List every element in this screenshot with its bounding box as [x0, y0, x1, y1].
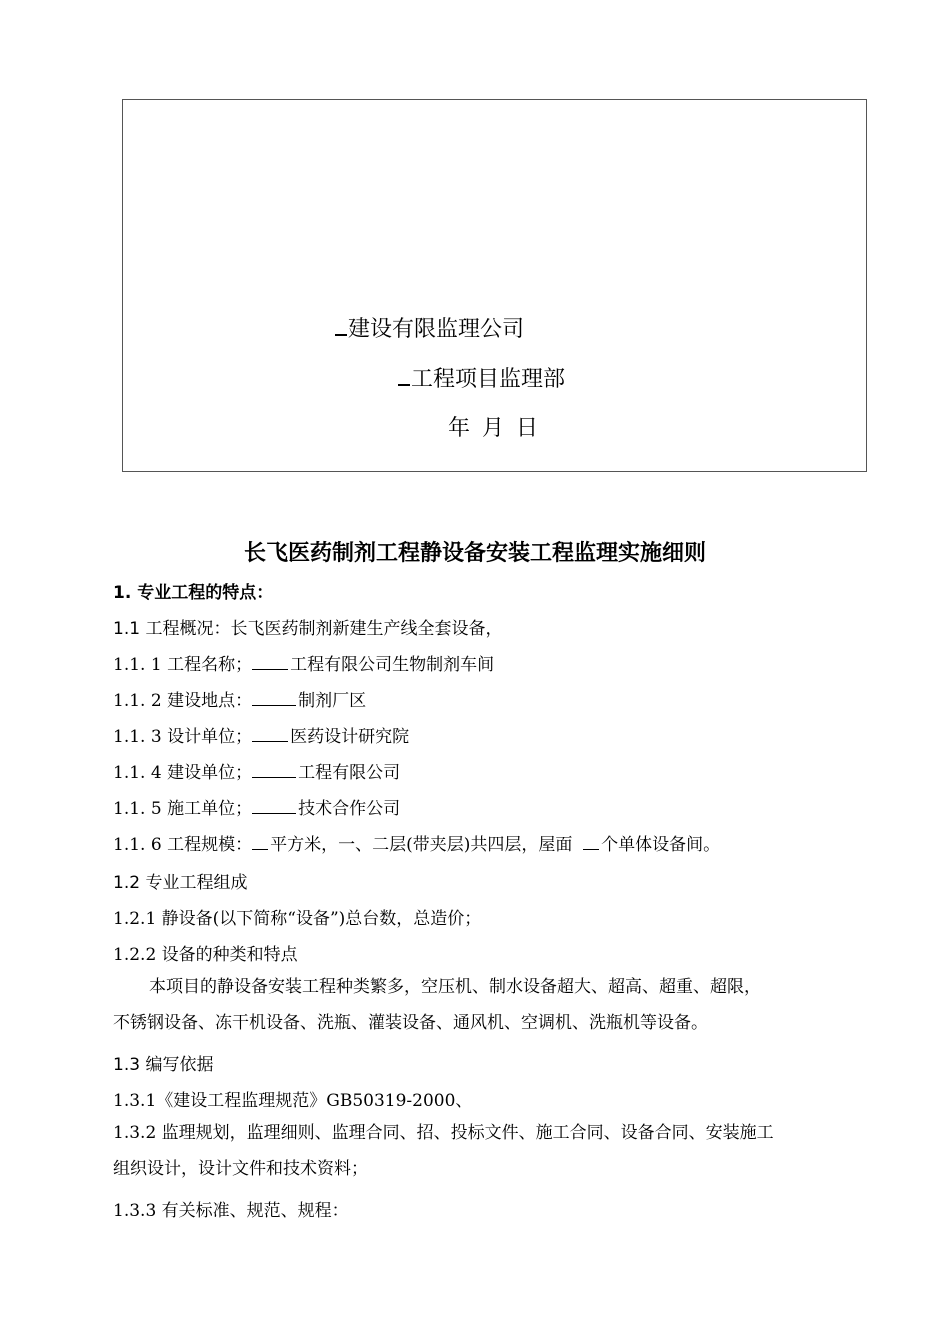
heading-1-3: 1.3 编写依据: [113, 1055, 214, 1075]
item-label: 1.1. 1 工程名称；: [113, 655, 253, 675]
cover-company: 建设有限监理公司: [348, 317, 525, 342]
date-day: 日: [516, 416, 539, 441]
document-title: 长飞医药制剂工程静设备安装工程监理实施细则: [243, 541, 706, 566]
item-value: 技术合作公司: [298, 799, 401, 819]
item-scale-part2: 个单体设备间。: [601, 835, 721, 855]
item-1-2-2: 1.2.2 设备的种类和特点: [113, 945, 298, 965]
item-label: 1.1. 3 设计单位；: [113, 727, 253, 747]
item-label: 1.1. 6 工程规模：: [113, 835, 253, 855]
item-value: 工程有限公司: [298, 763, 401, 783]
cover-department-line: [398, 362, 565, 393]
item-design-unit: [113, 722, 409, 747]
item-project-name: [113, 650, 494, 675]
paragraph-line: 不锈钢设备、冻干机设备、洗瓶、灌装设备、通风机、空调机、洗瓶机等设备。: [113, 1013, 708, 1033]
cover-department: 工程项目监理部: [411, 367, 566, 392]
blank-underline: [252, 837, 268, 850]
item-label: 1.1. 4 建设单位；: [113, 763, 253, 783]
heading-1-2: 1.2 专业工程组成: [113, 873, 248, 893]
blank-underline: [252, 729, 288, 742]
item-scale: [113, 830, 720, 855]
cover-date: [448, 411, 538, 442]
paragraph-line: 本项目的静设备安装工程种类繁多，空压机、制水设备超大、超高、超重、超限，: [149, 977, 761, 997]
item-value: 制剂厂区: [298, 691, 367, 711]
paragraph-line: 组织设计，设计文件和技术资料；: [113, 1159, 368, 1179]
blank-underline: [252, 657, 288, 670]
item-value: 工程有限公司生物制剂车间: [290, 655, 495, 675]
heading-1-1: 1.1 工程概况：长飞医药制剂新建生产线全套设备，: [113, 619, 503, 639]
item-1-3-3: 1.3.3 有关标准、规范、规程：: [113, 1201, 349, 1221]
item-owner-unit: [113, 758, 400, 783]
blank-underline: [252, 765, 296, 778]
blank-underline: [583, 837, 599, 850]
blank-underline: [398, 370, 410, 386]
item-1-2-1: 1.2.1 静设备(以下简称“设备”)总台数，总造价；: [113, 909, 482, 929]
heading-1: 1. 专业工程的特点：: [113, 583, 274, 603]
item-1-3-2: [113, 1115, 858, 1187]
cover-company-line: [335, 312, 524, 343]
date-year: 年: [448, 416, 471, 441]
item-location: [113, 686, 366, 711]
item-label: 1.1. 5 施工单位；: [113, 799, 253, 819]
paragraph-equipment: [113, 969, 858, 1041]
item-label: 1.1. 2 建设地点：: [113, 691, 253, 711]
item-construction-unit: [113, 794, 400, 819]
paragraph-line: 1.3.2 监理规划，监理细则、监理合同、招、投标文件、施工合同、设备合同、安装施工: [113, 1123, 774, 1143]
item-value: 医药设计研究院: [290, 727, 410, 747]
blank-underline: [335, 320, 347, 336]
item-1-3-1: 1.3.1《建设工程监理规范》GB50319-2000、: [113, 1091, 473, 1111]
date-month: 月: [482, 416, 505, 441]
blank-underline: [252, 801, 296, 814]
item-scale-part1: 平方米，一、二层(带夹层)共四层，屋面: [270, 835, 573, 855]
blank-underline: [252, 693, 296, 706]
